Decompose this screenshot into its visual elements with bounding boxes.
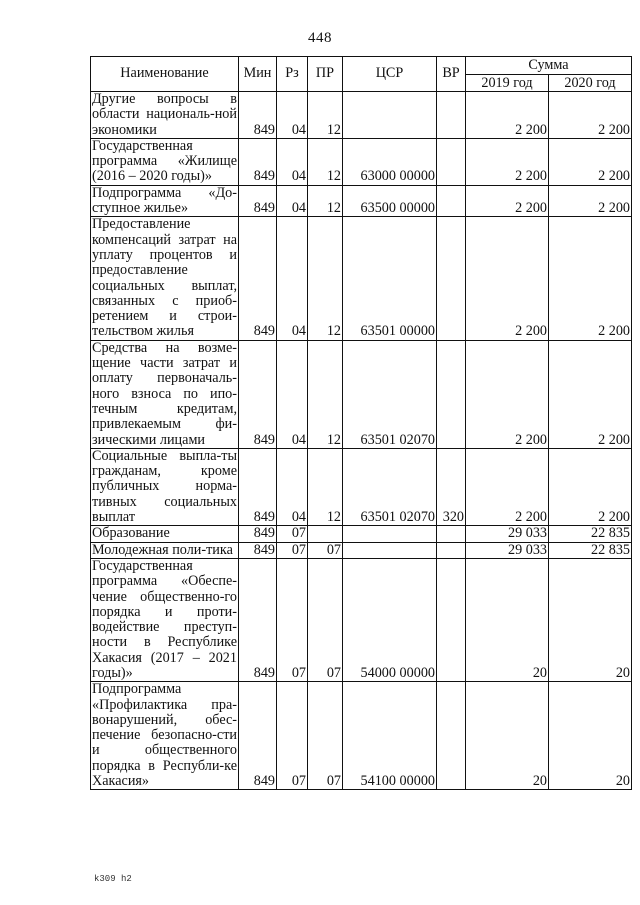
- row-min: 849: [239, 217, 277, 340]
- header-vr: ВР: [437, 57, 466, 92]
- row-vr: [437, 682, 466, 790]
- row-csr: 54000 00000: [343, 558, 437, 681]
- row-sum-2020: 2 200: [549, 217, 632, 340]
- row-sum-2019: 29 033: [466, 542, 549, 558]
- row-rz: 07: [277, 682, 308, 790]
- row-name: Другие вопросы в области националь-ной экономики: [92, 91, 237, 138]
- row-vr: [437, 217, 466, 340]
- header-csr: ЦСР: [343, 57, 437, 92]
- row-sum-2020: 2 200: [549, 138, 632, 185]
- header-pr: ПР: [308, 57, 343, 92]
- row-sum-2020: 20: [549, 682, 632, 790]
- row-name: Предоставление компенсаций затрат на уплату процентов и предоставление социальных выплат, связанных с приоб-ретением и строи-тельством жилья: [92, 216, 237, 340]
- row-sum-2019: 2 200: [466, 185, 549, 217]
- row-min: 849: [239, 138, 277, 185]
- row-sum-2020: 22 835: [549, 526, 632, 542]
- table-row: [91, 92, 632, 139]
- row-rz: 04: [277, 92, 308, 139]
- row-rz: 07: [277, 558, 308, 681]
- row-vr: [437, 92, 466, 139]
- row-name: Образование: [91, 526, 239, 542]
- row-pr: 07: [308, 682, 343, 790]
- row-vr: [437, 340, 466, 448]
- row-name: Средства на возме-щение части затрат и оплату первоначаль-ного взноса по ипо-течным кредитам, привлекаемым фи-зическими лицами: [92, 339, 237, 448]
- row-csr: [343, 92, 437, 139]
- row-sum-2020: 2 200: [549, 340, 632, 448]
- header-rz: Рз: [277, 57, 308, 92]
- row-min: 849: [239, 526, 277, 542]
- row-vr: [437, 138, 466, 185]
- row-vr: [437, 542, 466, 558]
- row-sum-2019: 2 200: [466, 92, 549, 139]
- row-csr: [343, 542, 437, 558]
- row-csr: 63501 02070: [343, 340, 437, 448]
- table-row: [91, 217, 632, 340]
- row-vr: [437, 526, 466, 542]
- row-sum-2020: 22 835: [549, 542, 632, 558]
- row-csr: 63501 00000: [343, 217, 437, 340]
- header-row: [91, 57, 632, 75]
- table-row: [91, 682, 632, 790]
- table-row: [91, 526, 632, 542]
- header-year-2019: 2019 год: [466, 75, 549, 92]
- row-vr: [437, 558, 466, 681]
- row-pr: 12: [308, 448, 343, 525]
- row-min: 849: [239, 448, 277, 525]
- table-row: [91, 448, 632, 525]
- row-sum-2019: 20: [466, 682, 549, 790]
- table-row: [91, 558, 632, 681]
- header-sum: Сумма: [466, 57, 632, 75]
- row-pr: 07: [308, 558, 343, 681]
- row-pr: 12: [308, 185, 343, 217]
- row-pr: 12: [308, 138, 343, 185]
- row-rz: 04: [277, 448, 308, 525]
- row-rz: 04: [277, 185, 308, 217]
- row-min: 849: [239, 185, 277, 217]
- row-rz: 04: [277, 340, 308, 448]
- header-name: Наименование: [91, 57, 239, 92]
- row-min: 849: [239, 682, 277, 790]
- row-csr: 63500 00000: [343, 185, 437, 217]
- footer-code: k309 h2: [94, 874, 132, 884]
- header-year-2020: 2020 год: [549, 75, 632, 92]
- row-name: Социальные выпла-ты гражданам, кроме публичных норма-тивных социальных выплат: [92, 447, 237, 526]
- row-csr: 63501 02070: [343, 448, 437, 525]
- table-row: [91, 185, 632, 217]
- row-name: Молодежная поли-тика: [91, 542, 239, 558]
- row-min: 849: [239, 542, 277, 558]
- row-sum-2020: 20: [549, 558, 632, 681]
- row-sum-2019: 29 033: [466, 526, 549, 542]
- row-sum-2019: 2 200: [466, 138, 549, 185]
- row-rz: 04: [277, 138, 308, 185]
- row-name: Государственная программа «Обеспе-чение общественно-го порядка и проти-водействие преступ-ности в Республике Хакасия (2017 – 2021 годы)»: [92, 557, 237, 681]
- table-row: [91, 340, 632, 448]
- row-sum-2019: 2 200: [466, 340, 549, 448]
- row-csr: [343, 526, 437, 542]
- row-min: 849: [239, 92, 277, 139]
- row-pr: 12: [308, 340, 343, 448]
- row-sum-2019: 2 200: [466, 217, 549, 340]
- row-sum-2020: 2 200: [549, 92, 632, 139]
- budget-table: [90, 56, 632, 790]
- row-sum-2020: 2 200: [549, 185, 632, 217]
- row-min: 849: [239, 340, 277, 448]
- page-number: 448: [308, 30, 332, 46]
- row-name: Государственная программа «Жилище (2016 – 2020 годы)»: [92, 137, 237, 185]
- header-min: Мин: [239, 57, 277, 92]
- row-sum-2019: 2 200: [466, 448, 549, 525]
- row-sum-2020: 2 200: [549, 448, 632, 525]
- row-pr: 12: [308, 217, 343, 340]
- table-row: [91, 542, 632, 558]
- row-pr: 12: [308, 92, 343, 139]
- row-rz: 04: [277, 217, 308, 340]
- row-vr: 320: [437, 448, 466, 525]
- row-min: 849: [239, 558, 277, 681]
- row-rz: 07: [277, 542, 308, 558]
- row-name: Подпрограмма «До-ступное жилье»: [92, 184, 237, 217]
- row-name: Подпрограмма «Профилактика пра-вонарушений, обес-печение безопасно-сти и общественного порядка в Республи-ке Хакасия»: [92, 681, 237, 790]
- row-pr: 07: [308, 542, 343, 558]
- row-rz: 07: [277, 526, 308, 542]
- row-sum-2019: 20: [466, 558, 549, 681]
- row-vr: [437, 185, 466, 217]
- table-row: [91, 138, 632, 185]
- row-csr: 54100 00000: [343, 682, 437, 790]
- row-csr: 63000 00000: [343, 138, 437, 185]
- row-pr: [308, 526, 343, 542]
